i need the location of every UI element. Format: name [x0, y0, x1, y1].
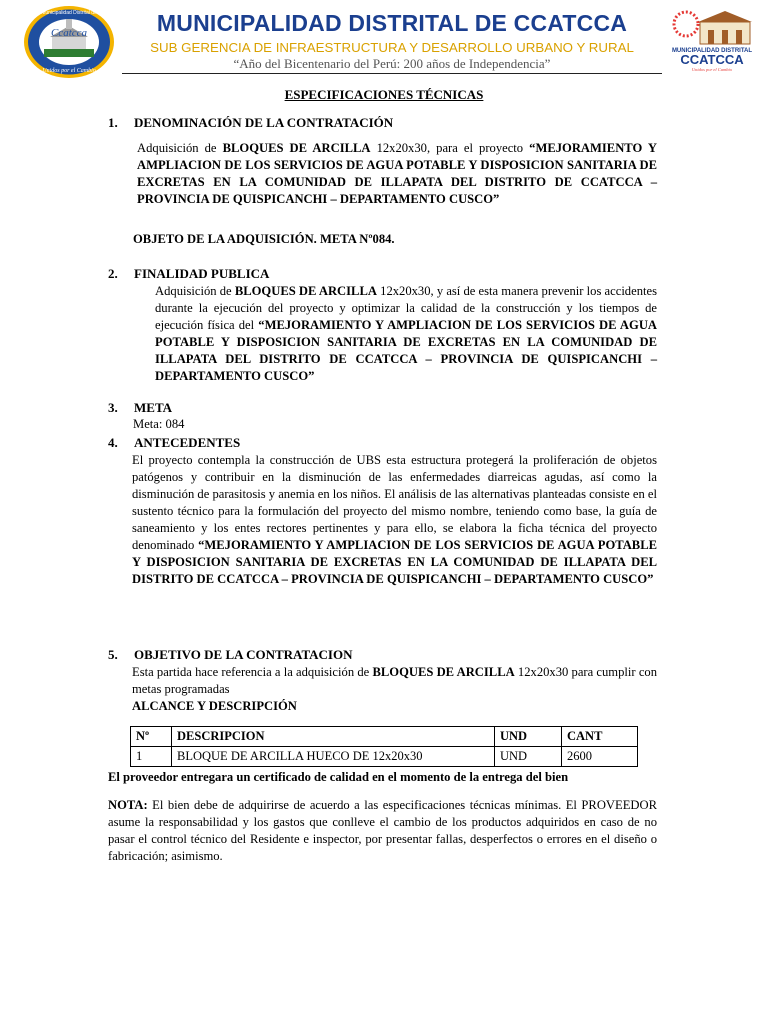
scope-heading: ALCANCE Y DESCRIPCIÓN	[132, 699, 297, 713]
section-3-text: Meta: 084	[133, 417, 185, 431]
section-5-heading: 5. OBJETIVO DE LA CONTRATACION	[108, 647, 353, 662]
svg-text:Unidos por el Cambio: Unidos por el Cambio	[42, 68, 96, 74]
section-5-text: Esta partida hace referencia a la adquisición de BLOQUES DE ARCILLA 12x20x30 para cumplir con metas programadas	[132, 665, 658, 696]
nota-paragraph: NOTA: El bien debe de adquirirse de acuerdo a las especificaciones técnicas mínimas. El PROVEEDOR asume la responsabilidad y los gastos que conlleve el cambio de los productos adquiridos en caso de no pasar el control técnico del Residente e inspector, por presentar fallas, desperfectos o errores en el diseño o fabricación; asimismo.	[108, 798, 657, 863]
municipality-building-logo	[664, 8, 760, 72]
svg-text:MUNICIPALIDAD DISTRITAL: MUNICIPALIDAD DISTRITAL	[671, 48, 753, 54]
department-subtitle: SUB GERENCIA DE INFRAESTRUCTURA Y DESARROLLO URBANO Y RURAL	[150, 40, 634, 55]
col-header-quantity: CANT	[562, 727, 638, 747]
table-header-row	[131, 727, 638, 747]
col-header-unit: UND	[495, 727, 562, 747]
cell-unit: UND	[495, 747, 562, 767]
section-2-text: Adquisición de BLOQUES DE ARCILLA 12x20x30, y así de esta manera prevenir los accidentes durante la ejecución del proyecto y optimizar la calidad de la construcción y los tiempos de ejecución física del “MEJORAMIENTO Y AMPLIACION DE LOS SERVICIOS DE AGUA POTABLE Y DISPOSICION SANITARIA DE EXCRETAS EN LA COMUNIDAD DE ILLAPATA DEL DISTRITO DE CCATCCA – PROVINCIA DE QUISPICANCHI – DEPARTAMENTO CUSCO”	[155, 284, 658, 383]
cell-description: BLOQUE DE ARCILLA HUECO DE 12x20x30	[172, 747, 495, 767]
svg-text:CCATCCA: CCATCCA	[680, 52, 744, 67]
letterhead	[0, 0, 768, 84]
col-header-number: Nº	[131, 727, 172, 747]
section-1-text: Adquisición de BLOQUES DE ARCILLA 12x20x30, para el proyecto “MEJORAMIENTO Y AMPLIACION DE LOS SERVICIOS DE AGUA POTABLE Y DISPOSICION SANITARIA DE EXCRETAS EN LA COMUNIDAD DE ILLAPATA DEL DISTRITO DE CCATCCA – PROVINCIA DE QUISPICANCHI – DEPARTAMENTO CUSCO”	[137, 141, 657, 206]
table-row	[131, 747, 638, 767]
document-title: ESPECIFICACIONES TÉCNICAS	[284, 87, 484, 102]
nota-label: NOTA:	[108, 798, 148, 812]
municipality-seal-logo	[22, 4, 116, 80]
section-4-text: El proyecto contempla la construcción de UBS esta estructura protegerá la proliferación de objetos patógenos y contribuir en la disminución de las enfermedades diarreicas agudas, así como la disminución de parasitosis y anemia en los niños. El análisis de las alternativas planteadas consiste en el sustento técnico para la formulación del proyecto del mismo nombre, teniendo como base, la guía de saneamiento y los entes rectores pertinentes y para ello, se elabora la ficha técnica del proyecto denominado “MEJORAMIENTO Y AMPLIACION DE LOS SERVICIOS DE AGUA POTABLE Y DISPOSICION SANITARIA DE EXCRETAS EN LA COMUNIDAD DE ILLAPATA DEL DISTRITO DE CCATCCA – PROVINCIA DE QUISPICANCHI – DEPARTAMENTO CUSCO”	[132, 453, 657, 586]
cell-number: 1	[131, 747, 172, 767]
svg-text:Ccatcca: Ccatcca	[50, 27, 88, 39]
section-3-heading: 3. META	[108, 400, 173, 415]
svg-text:Unidos por el Cambio: Unidos por el Cambio	[691, 67, 733, 72]
municipality-title: MUNICIPALIDAD DISTRITAL DE CCATCCA	[156, 10, 628, 36]
col-header-description: DESCRIPCION	[172, 727, 495, 747]
section-1-heading: 1. DENOMINACIÓN DE LA CONTRATACIÓN	[108, 115, 394, 130]
header-divider	[122, 73, 662, 74]
svg-text:Municipalidad Distrital de: Municipalidad Distrital de	[41, 10, 97, 16]
cell-quantity: 2600	[562, 747, 638, 767]
items-table	[130, 726, 638, 767]
section-4-heading: 4. ANTECEDENTES	[108, 435, 241, 450]
section-1-objective: OBJETO DE LA ADQUISICIÓN. META Nº084.	[133, 232, 395, 246]
year-motto: “Año del Bicentenario del Perú: 200 años de Independencia”	[233, 56, 551, 71]
section-2-heading: 2. FINALIDAD PUBLICA	[108, 266, 270, 281]
certificate-note: El proveedor entregara un certificado de calidad en el momento de la entrega del bien	[108, 770, 569, 784]
